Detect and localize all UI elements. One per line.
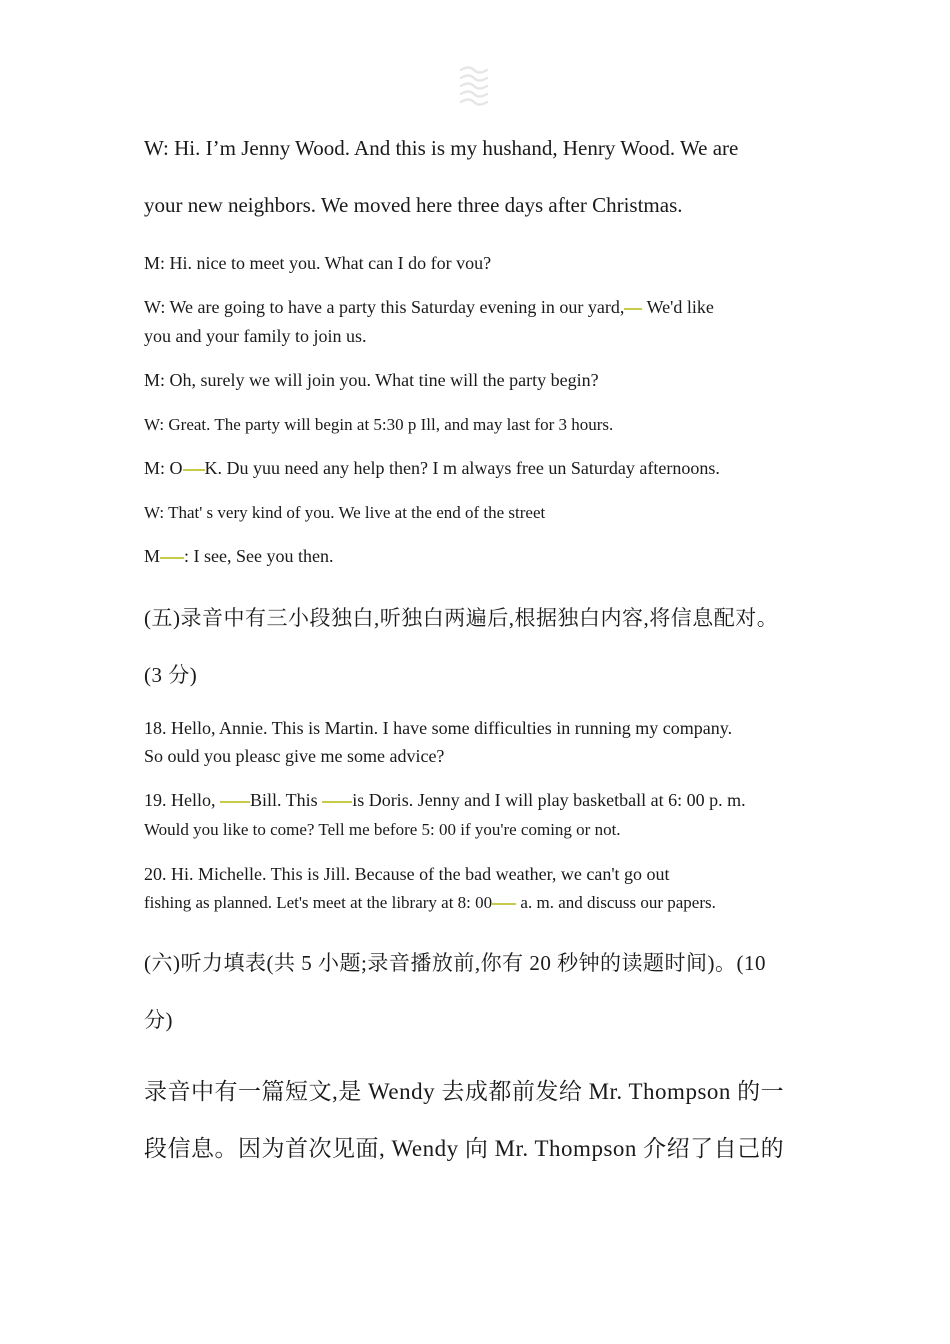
section5-title-line2: (3 分) [144,663,198,687]
section6-intro-line2: 段信息。因为首次见面, Wendy 向 Mr. Thompson 介绍了自己的 [144,1136,785,1161]
answer-blank [322,801,352,803]
dialogue-m3-text-a: M: O [144,458,183,478]
dialogue-w2-line1 [144,297,714,318]
dialogue-m4-text-b: : I see, See you then. [184,546,334,566]
answer-blank [492,903,516,905]
question-19-line2: Would you like to come? Tell me before 5: 00 if you're coming or not. [144,820,621,839]
answer-blank [220,801,250,803]
dialogue-m2: M: Oh, surely we will join you. What tine will the party begin? [144,370,599,390]
dialogue-w2-text-a: W: We are going to have a party this Saturday evening in our yard, [144,297,625,317]
dialogue-w1-line2: your new neighbors. We moved here three days after Christmas. [144,193,683,217]
answer-blank [183,469,205,471]
dialogue-m3-text-b: K. Du yuu need any help then? I m always free un Saturday afternoons. [204,458,720,478]
section5-title-line1: (五)录音中有三小段独白,听独白两遍后,根据独白内容,将信息配对。 [144,606,779,630]
question-19-text-c: is Doris. Jenny and I will play basketball at 6: 00 p. m. [352,790,746,810]
watermark-icon [457,62,491,106]
question-19-text-b: Bill. This [250,790,323,810]
section6-title-line1: (六)听力填表(共 5 小题;录音播放前,你有 20 秒钟的读题时间)。(10 [144,951,767,975]
answer-blank [160,557,184,559]
dialogue-w2-line2: you and your family to join us. [144,326,367,346]
dialogue-m4 [144,546,333,567]
question-20-text-a: fishing as planned. Let's meet at the library at 8: 00 [144,893,493,912]
dialogue-m4-text-a: M [144,546,161,566]
question-19-text-a: 19. Hello, [144,790,220,810]
question-18-line2: So ould you pleasc give me some advice? [144,746,445,766]
question-19-line1 [144,790,746,811]
question-20-text-b: a. m. and discuss our papers. [516,893,716,912]
section6-title-line2: 分) [144,1008,173,1032]
dialogue-m3 [144,458,720,479]
dialogue-m1: M: Hi. nice to meet you. What can I do for vou? [144,253,492,273]
question-18-line1: 18. Hello, Annie. This is Martin. I have some difficulties in running my company. [144,718,733,738]
answer-blank [624,308,642,310]
dialogue-w1-line1: W: Hi. I’m Jenny Wood. And this is my hushand, Henry Wood. We are [144,136,739,160]
section6-intro-line1: 录音中有一篇短文,是 Wendy 去成都前发给 Mr. Thompson 的一 [144,1079,785,1104]
dialogue-w2-text-b: We'd like [642,297,714,317]
question-20-line2 [144,893,716,913]
dialogue-w4: W: That' s very kind of you. We live at the end of the street [144,503,546,522]
dialogue-w3: W: Great. The party will begin at 5:30 p Ill, and may last for 3 hours. [144,415,614,434]
question-20-line1: 20. Hi. Michelle. This is Jill. Because of the bad weather, we can't go out [144,864,670,884]
